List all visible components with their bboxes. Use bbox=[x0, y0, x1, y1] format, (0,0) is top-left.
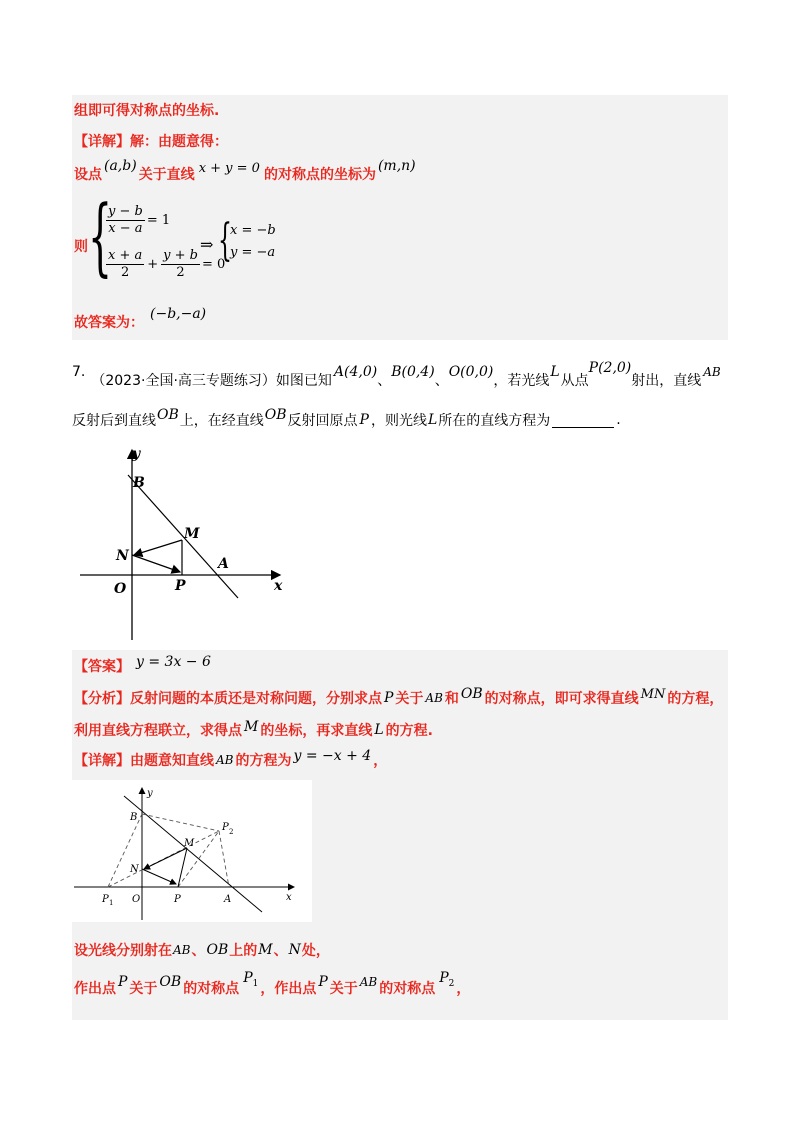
answer-value: (−b,−a) bbox=[150, 306, 207, 322]
question-line-2 bbox=[72, 407, 621, 430]
var-P-t2: P bbox=[318, 974, 328, 990]
sys2-row-2: y = −a bbox=[230, 245, 276, 260]
ray-MN-2 bbox=[144, 848, 187, 869]
answer-blank[interactable] bbox=[552, 413, 614, 428]
frac-1-num: y − b bbox=[108, 204, 143, 219]
analysis-text-8: 的方程. bbox=[385, 723, 433, 739]
analysis-text-2: 关于 bbox=[395, 691, 424, 707]
label-P2: P bbox=[222, 822, 229, 833]
var-M-b: M bbox=[244, 719, 259, 735]
frac-3-den: 2 bbox=[176, 265, 185, 280]
tail-text-4: 作出点 bbox=[74, 981, 116, 997]
frac-1-den: x − a bbox=[108, 221, 143, 236]
question-number: 7. bbox=[72, 364, 86, 380]
frac-2 bbox=[106, 248, 144, 281]
sep-1: 、 bbox=[377, 373, 392, 389]
dashed-P1B bbox=[108, 814, 142, 887]
label-P2-sub: 2 bbox=[229, 828, 234, 836]
label-x: x bbox=[274, 578, 283, 594]
implies-arrow: ⇒ bbox=[200, 235, 214, 254]
label-P-2: P bbox=[174, 894, 181, 905]
figure-1 bbox=[70, 440, 300, 645]
var-AB: AB bbox=[703, 365, 721, 379]
var-AB-t: AB bbox=[173, 943, 191, 957]
eq2-plus: + bbox=[147, 257, 159, 272]
point-P: P(2,0) bbox=[588, 360, 632, 376]
detail-row bbox=[74, 750, 387, 770]
label-B-2: B bbox=[130, 812, 138, 823]
frac-1 bbox=[106, 204, 145, 237]
ray-NP bbox=[132, 555, 180, 572]
label-O-2: O bbox=[132, 894, 141, 905]
figure-2 bbox=[72, 780, 312, 922]
detail-label: 【详解】解：由题意得： bbox=[74, 134, 228, 150]
var-AB-a: AB bbox=[425, 691, 443, 705]
ray-MN bbox=[134, 540, 182, 555]
answer-line bbox=[74, 304, 207, 331]
left-brace-1: { bbox=[88, 187, 113, 285]
label-x-2: x bbox=[286, 892, 292, 903]
left-brace-2: { bbox=[218, 215, 232, 266]
detail-heading bbox=[74, 131, 228, 151]
var-L-2: L bbox=[427, 412, 438, 428]
label-A-2: A bbox=[224, 894, 232, 905]
q-text-8: 所在的直线方程为 bbox=[438, 413, 551, 429]
set-point-line bbox=[74, 158, 416, 184]
set-text-1: 设点 bbox=[74, 167, 102, 183]
analysis-row-2 bbox=[74, 720, 433, 740]
line-eq: x + y = 0 bbox=[198, 160, 260, 176]
question-line-1 bbox=[72, 360, 721, 389]
q-text-6: 反射回原点 bbox=[287, 413, 358, 429]
point-O: O(0,0) bbox=[448, 364, 494, 380]
then-label-wrap bbox=[74, 236, 88, 256]
analysis-text-4: 的对称点，即可求得直线 bbox=[484, 691, 639, 707]
var-L: L bbox=[550, 364, 560, 380]
var-P1-sub: 1 bbox=[252, 979, 259, 989]
var-AB-d: AB bbox=[216, 753, 234, 767]
q-text-4: 反射后到直线 bbox=[72, 413, 156, 429]
var-MN: MN bbox=[640, 686, 666, 702]
tail-row-1 bbox=[74, 940, 330, 960]
sep-2: 、 bbox=[434, 373, 449, 389]
q-text-3: 射出，直线 bbox=[631, 373, 702, 389]
tail-text-3: 处， bbox=[301, 943, 330, 959]
set-text-2: 关于直线 bbox=[138, 167, 195, 183]
point-ab: (a,b) bbox=[104, 158, 137, 174]
detail-text-1: 由题意知直线 bbox=[130, 753, 214, 769]
var-AB-t2: AB bbox=[359, 975, 378, 989]
label-P1-sub: 1 bbox=[109, 899, 114, 907]
set-text-3: 的对称点的坐标为 bbox=[263, 167, 376, 183]
tail-text-7: ，作出点 bbox=[260, 981, 317, 997]
analysis-label: 【分析】 bbox=[74, 691, 130, 707]
equation-system-1 bbox=[88, 187, 226, 288]
var-M-t: M bbox=[258, 942, 273, 958]
tail-text-8: 关于 bbox=[329, 981, 358, 997]
eq1 bbox=[104, 204, 170, 237]
tail-text-1: 设光线分别射在 bbox=[74, 943, 172, 959]
var-N-t: N bbox=[288, 942, 301, 958]
detail-label-2: 【详解】 bbox=[74, 753, 130, 769]
q-text-1: ，若光线 bbox=[493, 373, 550, 389]
tail-sep-2: 、 bbox=[273, 943, 288, 959]
frac-3 bbox=[161, 248, 200, 281]
tail-sep-1: 、 bbox=[191, 943, 206, 959]
var-OB-t2: OB bbox=[159, 974, 182, 990]
var-P-t1: P bbox=[118, 974, 128, 990]
tail-row-2 bbox=[74, 970, 471, 998]
point-B: B(0,4) bbox=[391, 364, 435, 380]
line-continuation bbox=[74, 100, 219, 120]
point-mn: (m,n) bbox=[377, 158, 416, 174]
analysis-text-5: 的方程， bbox=[667, 691, 724, 707]
tail-text-5: 关于 bbox=[129, 981, 158, 997]
analysis-row-1 bbox=[74, 688, 723, 708]
tail-text-10: ， bbox=[456, 981, 471, 997]
q-end: . bbox=[616, 412, 621, 428]
eq1-rhs: = 1 bbox=[146, 213, 171, 228]
tail-text-9: 的对称点 bbox=[379, 981, 436, 997]
label-O: O bbox=[114, 581, 127, 597]
label-N-2: N bbox=[130, 864, 139, 875]
question-source: （2023·全国·高三专题练习）如图已知 bbox=[91, 373, 332, 389]
line-AB-2 bbox=[124, 796, 262, 912]
tail-text-2: 上的 bbox=[229, 943, 258, 959]
answer-value-2: y = 3x − 6 bbox=[136, 654, 211, 670]
var-P1-t: P bbox=[243, 970, 253, 986]
label-B: B bbox=[133, 475, 145, 491]
var-P2-sub: 2 bbox=[448, 979, 455, 989]
analysis-text-6: 利用直线方程联立，求得点 bbox=[74, 723, 242, 739]
detail-text-2: 的方程为 bbox=[235, 753, 292, 769]
frac-2-den: 2 bbox=[120, 265, 130, 280]
label-P1: P bbox=[102, 894, 109, 905]
analysis-text-3: 和 bbox=[444, 691, 459, 707]
label-N: N bbox=[116, 548, 129, 564]
var-OB-a: OB bbox=[460, 686, 483, 702]
var-P: P bbox=[359, 412, 369, 428]
answer-row bbox=[74, 656, 211, 676]
q-text-2: 从点 bbox=[560, 373, 589, 389]
analysis-text-7: 的坐标，再求直线 bbox=[260, 723, 373, 739]
point-A: A(4,0) bbox=[333, 364, 378, 380]
detail-text-3: ， bbox=[373, 753, 388, 769]
q-text-5: 上，在经直线 bbox=[179, 413, 264, 429]
var-P2-t: P bbox=[439, 970, 449, 986]
ray-NP-2 bbox=[142, 869, 176, 884]
label-M-2: M bbox=[184, 838, 195, 849]
continuation-text: 组即可得对称点的坐标. bbox=[74, 103, 220, 119]
var-OB-t: OB bbox=[206, 942, 229, 958]
var-OB-2: OB bbox=[264, 407, 287, 423]
var-P-a: P bbox=[384, 690, 394, 706]
var-OB-1: OB bbox=[157, 407, 179, 423]
ab-equation: y = −x + 4 bbox=[293, 748, 372, 764]
q-text-7: ，则光线 bbox=[370, 413, 427, 429]
label-M: M bbox=[184, 526, 200, 542]
eq2-rhs: = 0 bbox=[201, 257, 226, 272]
analysis-text-1: 反射问题的本质还是对称问题，分别求点 bbox=[130, 691, 382, 707]
label-y: y bbox=[132, 446, 141, 462]
answer-label: 故答案为： bbox=[74, 315, 144, 331]
var-L-b: L bbox=[374, 722, 384, 738]
answer-label-2: 【答案】 bbox=[74, 659, 130, 675]
frac-3-num: y + b bbox=[163, 248, 198, 263]
sys2-row-1: x = −b bbox=[230, 223, 276, 238]
label-A: A bbox=[218, 556, 229, 572]
tail-text-6: 的对称点 bbox=[183, 981, 240, 997]
label-P: P bbox=[175, 578, 186, 594]
frac-2-num: x + a bbox=[108, 248, 143, 263]
then-label: 则 bbox=[74, 239, 88, 255]
dashed-BP2 bbox=[142, 814, 219, 831]
dashed-P2A bbox=[219, 831, 229, 887]
label-y-2: y bbox=[147, 788, 153, 799]
